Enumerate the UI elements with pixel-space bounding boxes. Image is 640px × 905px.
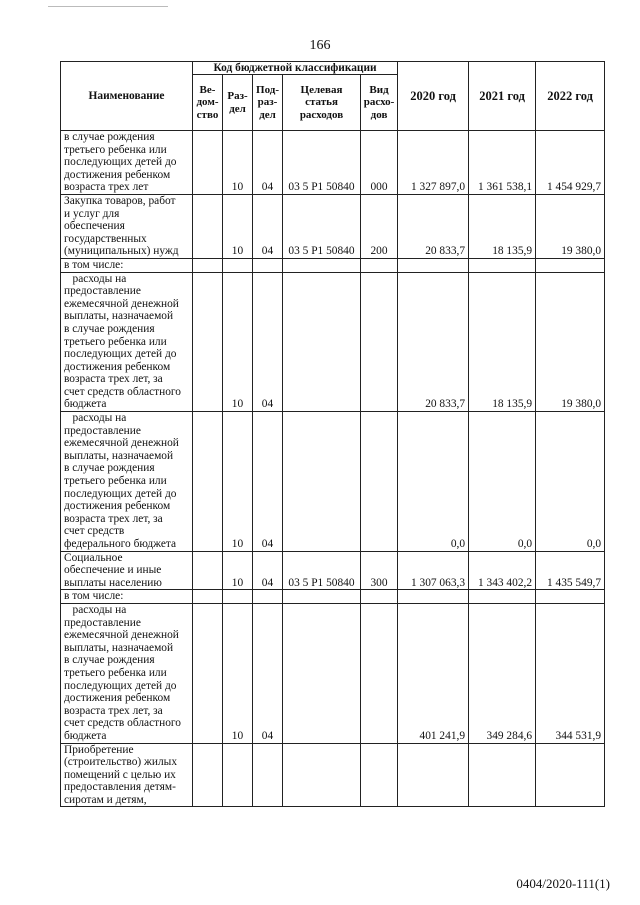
budget-table xyxy=(60,61,605,807)
row-name-line: счет средств xyxy=(64,525,125,538)
row-name xyxy=(61,272,193,412)
row-value-2020: 20 833,7 xyxy=(398,272,469,412)
row-name-line: возраста трех лет, за xyxy=(64,512,163,525)
row-value-2021: 0,0 xyxy=(469,412,536,552)
row-name-line: достижения ребенком xyxy=(64,360,171,373)
row-expense-type xyxy=(361,590,398,604)
row-name-line: выплаты, назначаемой xyxy=(64,641,174,654)
row-name-line: третьего ребенка или xyxy=(64,335,167,348)
row-expense-type xyxy=(361,412,398,552)
row-name xyxy=(61,590,193,604)
row-value-2020: 401 241,9 xyxy=(398,603,469,743)
row-name-line: расходы на xyxy=(64,603,127,616)
row-name-line: расходы на xyxy=(64,412,127,425)
row-razdel: 10 xyxy=(223,272,253,412)
row-name-line: выплаты, назначаемой xyxy=(64,449,174,462)
row-value-2021: 1 343 402,2 xyxy=(469,551,536,590)
row-value-2022: 19 380,0 xyxy=(536,194,605,258)
row-name-line: ежемесячной денежной xyxy=(64,437,179,450)
row-value-2020: 1 307 063,3 xyxy=(398,551,469,590)
header-line: дом- xyxy=(196,96,219,109)
row-vedomstvo xyxy=(193,258,223,272)
header-line: статья xyxy=(305,96,338,109)
row-name-line: ежемесячной денежной xyxy=(64,297,179,310)
row-name-line: выплаты, назначаемой xyxy=(64,310,174,323)
row-podrazdel: 04 xyxy=(253,551,283,590)
row-name xyxy=(61,551,193,590)
row-name-line: последующих детей до xyxy=(64,156,177,169)
row-name-line: Социальное xyxy=(64,551,123,564)
row-name-line: Закупка товаров, работ xyxy=(64,194,176,207)
row-name-line: государственных xyxy=(64,232,147,245)
row-target-article xyxy=(283,272,361,412)
row-name-line: последующих детей до xyxy=(64,487,177,500)
table-row xyxy=(61,590,605,604)
row-name-line: в случае рождения xyxy=(64,322,155,335)
row-name-line: третьего ребенка или xyxy=(64,666,167,679)
row-value-2020: 1 327 897,0 xyxy=(398,131,469,195)
header-expense-type xyxy=(361,75,398,131)
row-expense-type xyxy=(361,258,398,272)
header-line: раз- xyxy=(257,96,278,109)
row-name-line: бюджета xyxy=(64,729,107,742)
row-name-line: предоставление xyxy=(64,424,141,437)
row-name-line: выплаты населению xyxy=(64,576,162,589)
row-podrazdel xyxy=(253,258,283,272)
row-razdel xyxy=(223,258,253,272)
row-value-2021 xyxy=(469,258,536,272)
row-name-line: третьего ребенка или xyxy=(64,475,167,488)
row-value-2021: 1 361 538,1 xyxy=(469,131,536,195)
header-2021: 2021 год xyxy=(469,62,536,131)
row-name-line: (муниципальных) нужд xyxy=(64,245,179,258)
row-value-2020: 0,0 xyxy=(398,412,469,552)
header-line: Вид xyxy=(369,83,389,96)
row-name-line: ежемесячной денежной xyxy=(64,629,179,642)
row-podrazdel xyxy=(253,743,283,807)
row-value-2022 xyxy=(536,258,605,272)
row-vedomstvo xyxy=(193,131,223,195)
top-rule xyxy=(48,6,168,7)
row-name-line: предоставление xyxy=(64,285,141,298)
row-value-2022 xyxy=(536,590,605,604)
row-target-article xyxy=(283,743,361,807)
row-value-2022: 344 531,9 xyxy=(536,603,605,743)
row-value-2021: 349 284,6 xyxy=(469,603,536,743)
header-line: дел xyxy=(229,102,246,115)
table-body xyxy=(61,131,605,807)
row-name-line: третьего ребенка или xyxy=(64,143,167,156)
row-name-line: возраста трех лет xyxy=(64,181,149,194)
row-razdel: 10 xyxy=(223,194,253,258)
row-name xyxy=(61,194,193,258)
row-vedomstvo xyxy=(193,412,223,552)
row-name-line: в том числе: xyxy=(64,258,124,271)
row-name xyxy=(61,412,193,552)
row-expense-type: 000 xyxy=(361,131,398,195)
row-name-line: последующих детей до xyxy=(64,348,177,361)
header-target-article xyxy=(283,75,361,131)
row-name-line: бюджета xyxy=(64,398,107,411)
row-name xyxy=(61,603,193,743)
row-name-line: в случае рождения xyxy=(64,131,155,143)
header-line: расхо- xyxy=(363,96,395,109)
row-name-line: (строительство) жилых xyxy=(64,756,178,769)
row-name-line: и услуг для xyxy=(64,207,120,220)
row-value-2022: 19 380,0 xyxy=(536,272,605,412)
row-name-line: достижения ребенком xyxy=(64,168,171,181)
row-vedomstvo xyxy=(193,603,223,743)
row-name xyxy=(61,743,193,807)
table-row xyxy=(61,258,605,272)
header-2020: 2020 год xyxy=(398,62,469,131)
row-name-line: обеспечения xyxy=(64,220,125,233)
row-value-2022: 1 435 549,7 xyxy=(536,551,605,590)
header-line: дел xyxy=(259,108,276,121)
header-line: Ве- xyxy=(199,83,216,96)
row-razdel: 10 xyxy=(223,131,253,195)
row-podrazdel: 04 xyxy=(253,412,283,552)
table-row xyxy=(61,743,605,807)
header-razdel xyxy=(223,75,253,131)
row-name-line: обеспечение и иные xyxy=(64,564,162,577)
page-number: 166 xyxy=(309,38,331,53)
table-row xyxy=(61,272,605,412)
row-expense-type: 300 xyxy=(361,551,398,590)
header-line: Раз- xyxy=(227,90,248,102)
row-value-2021: 18 135,9 xyxy=(469,272,536,412)
header-vedomstvo xyxy=(193,75,223,131)
row-name xyxy=(61,258,193,272)
row-expense-type xyxy=(361,603,398,743)
row-name-line: в том числе: xyxy=(64,590,124,603)
footer-document-code: 0404/2020-111(1) xyxy=(516,876,610,891)
header-line: Под- xyxy=(256,83,279,96)
row-name-line: предоставление xyxy=(64,616,141,629)
header-line: ство xyxy=(196,108,219,121)
row-vedomstvo xyxy=(193,551,223,590)
header-budget-classification: Код бюджетной классификации xyxy=(193,62,398,75)
row-podrazdel: 04 xyxy=(253,131,283,195)
row-value-2022: 1 454 929,7 xyxy=(536,131,605,195)
row-vedomstvo xyxy=(193,743,223,807)
row-target-article: 03 5 P1 50840 xyxy=(283,551,361,590)
row-value-2020 xyxy=(398,590,469,604)
row-name-line: счет средств областного xyxy=(64,385,182,398)
row-razdel xyxy=(223,743,253,807)
row-vedomstvo xyxy=(193,194,223,258)
row-razdel: 10 xyxy=(223,551,253,590)
row-name-line: счет средств областного xyxy=(64,717,182,730)
row-expense-type xyxy=(361,272,398,412)
row-vedomstvo xyxy=(193,590,223,604)
row-razdel: 10 xyxy=(223,412,253,552)
row-razdel xyxy=(223,590,253,604)
row-podrazdel: 04 xyxy=(253,603,283,743)
row-name-line: Приобретение xyxy=(64,743,134,756)
row-name-line: помещений с целью их xyxy=(64,768,176,781)
row-value-2020 xyxy=(398,258,469,272)
row-value-2021: 18 135,9 xyxy=(469,194,536,258)
table-row xyxy=(61,603,605,743)
table-row xyxy=(61,194,605,258)
row-value-2022: 0,0 xyxy=(536,412,605,552)
row-name-line: федерального бюджета xyxy=(64,538,177,550)
table-row xyxy=(61,412,605,552)
row-name-line: расходы на xyxy=(64,272,127,285)
row-expense-type xyxy=(361,743,398,807)
header-name: Наименование xyxy=(61,62,193,131)
row-podrazdel xyxy=(253,590,283,604)
row-name-line: предоставления детям- xyxy=(64,781,176,794)
row-name-line: достижения ребенком xyxy=(64,692,171,705)
header-line: Целевая xyxy=(300,83,343,96)
row-target-article xyxy=(283,412,361,552)
row-name-line: в случае рождения xyxy=(64,654,155,667)
row-name-line: достижения ребенком xyxy=(64,500,171,513)
row-target-article xyxy=(283,603,361,743)
row-name-line: возраста трех лет, за xyxy=(64,373,163,386)
header-line: расходов xyxy=(299,108,344,121)
row-name xyxy=(61,131,193,195)
row-name-line: последующих детей до xyxy=(64,679,177,692)
header-line: дов xyxy=(370,108,388,121)
row-target-article xyxy=(283,590,361,604)
row-vedomstvo xyxy=(193,272,223,412)
table-row xyxy=(61,551,605,590)
table-row xyxy=(61,131,605,195)
row-razdel: 10 xyxy=(223,603,253,743)
row-target-article: 03 5 P1 50840 xyxy=(283,131,361,195)
row-podrazdel: 04 xyxy=(253,272,283,412)
row-expense-type: 200 xyxy=(361,194,398,258)
row-value-2021 xyxy=(469,743,536,807)
row-target-article: 03 5 P1 50840 xyxy=(283,194,361,258)
row-podrazdel: 04 xyxy=(253,194,283,258)
row-value-2020: 20 833,7 xyxy=(398,194,469,258)
row-name-line: в случае рождения xyxy=(64,462,155,475)
header-2022: 2022 год xyxy=(536,62,605,131)
row-name-line: возраста трех лет, за xyxy=(64,704,163,717)
row-value-2022 xyxy=(536,743,605,807)
row-target-article xyxy=(283,258,361,272)
row-value-2021 xyxy=(469,590,536,604)
row-name-line: сиротам и детям, xyxy=(64,793,147,806)
header-podrazdel xyxy=(253,75,283,131)
header-row-1 xyxy=(61,62,605,75)
row-value-2020 xyxy=(398,743,469,807)
